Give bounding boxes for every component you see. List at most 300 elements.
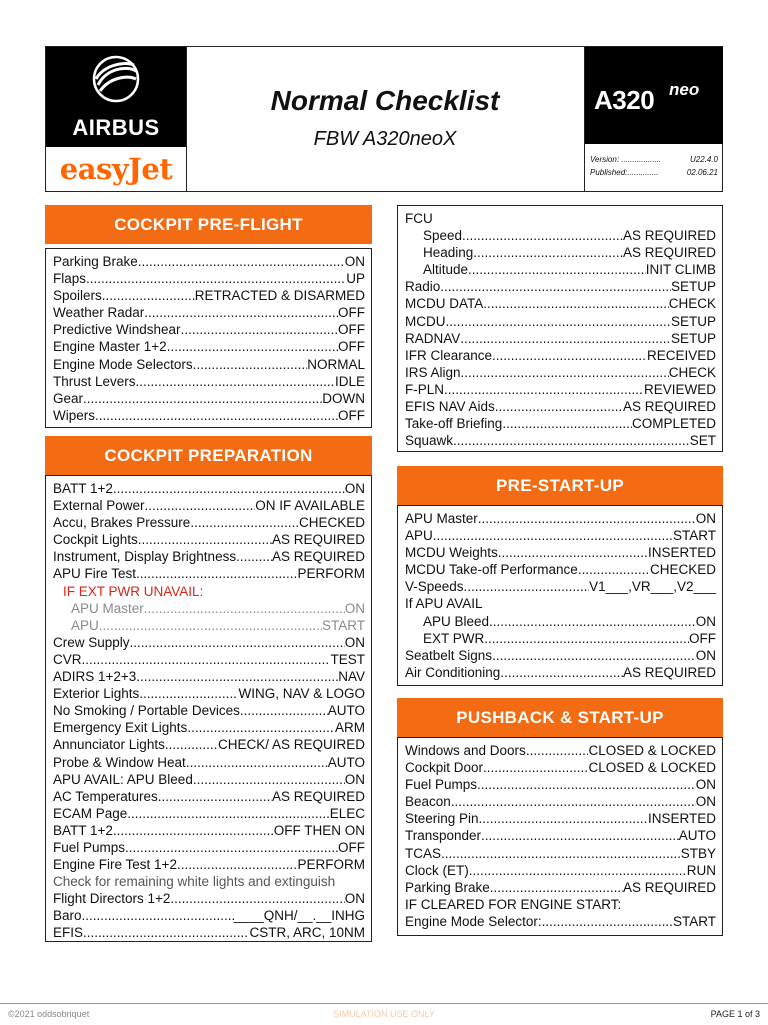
dot-leader — [433, 527, 673, 544]
checklist-box — [397, 205, 723, 452]
item-label: External Power — [53, 498, 145, 514]
dot-leader — [86, 270, 346, 287]
checklist-item — [53, 617, 365, 634]
item-label: APU — [71, 617, 99, 633]
dot-leader — [440, 278, 671, 295]
dot-leader — [113, 822, 274, 839]
dot-leader — [498, 544, 648, 561]
item-label: Parking Brake — [53, 254, 138, 269]
checklist-item — [405, 630, 716, 647]
checklist-item — [53, 304, 365, 321]
dot-leader — [113, 480, 345, 497]
dot-leader — [145, 497, 256, 514]
item-value: SETUP — [670, 279, 716, 295]
dot-leader — [461, 364, 669, 381]
item-label: Clock (ET) — [405, 862, 469, 878]
item-value: CHECK/ AS REQUIRED — [217, 737, 365, 753]
item-value: ON — [344, 254, 365, 269]
checklist-note: Check for remaining white lights and extinguish — [53, 874, 336, 890]
item-label: EFIS NAV Aids — [405, 399, 495, 415]
item-value: PERFORM — [297, 857, 365, 873]
checklist-item — [405, 364, 716, 381]
item-value: AUTO — [327, 703, 365, 719]
checklist-note: FCU — [405, 211, 433, 226]
item-value: IDLE — [334, 373, 365, 389]
item-label: Altitude — [423, 262, 469, 278]
checklist-item — [53, 548, 365, 565]
checklist-item — [53, 771, 365, 788]
airbus-swirl-icon — [92, 55, 140, 103]
dot-leader — [484, 630, 689, 647]
section-cockpit-preflight — [45, 205, 372, 428]
checklist-item — [53, 822, 365, 839]
dot-leader — [99, 617, 322, 634]
version-line — [590, 155, 718, 164]
checklist-item — [405, 295, 716, 312]
item-value: INIT CLIMB — [645, 262, 716, 278]
dot-leader — [441, 845, 681, 862]
item-label: Instrument, Display Brightness — [53, 549, 237, 565]
checklist-item — [405, 244, 716, 261]
item-label: No Smoking / Portable Devices — [53, 703, 240, 719]
dot-leader — [481, 827, 679, 844]
item-value: INSERTED — [647, 545, 716, 561]
item-label: BATT 1+2 — [53, 481, 113, 496]
dot-leader — [82, 907, 234, 924]
item-value: ON — [344, 600, 365, 616]
item-value: AS REQUIRED — [271, 532, 365, 548]
item-label: BATT 1+2 — [53, 822, 113, 838]
version-value: U22.4.0 — [689, 155, 718, 164]
checklist-item — [53, 321, 365, 338]
dot-leader — [83, 924, 249, 941]
page-number: PAGE 1 of 3 — [710, 1009, 760, 1019]
checklist-item — [405, 544, 716, 561]
item-value: CHECK — [668, 364, 716, 380]
dot-leader — [125, 839, 338, 856]
item-value: AS REQUIRED — [271, 549, 365, 565]
item-label: MCDU Take-off Performance — [405, 562, 578, 578]
item-label: V-Speeds — [405, 579, 464, 595]
item-value: ON — [695, 647, 716, 663]
item-value: INSERTED — [647, 811, 716, 827]
item-label: Cockpit Lights — [53, 532, 138, 548]
dot-leader — [446, 313, 671, 330]
item-label: Cockpit Door — [405, 760, 484, 776]
dot-leader — [139, 685, 238, 702]
checklist-item — [405, 613, 716, 630]
model-name: A320 — [594, 85, 655, 115]
item-value: CHECK — [668, 296, 716, 312]
item-value: CSTR, ARC, 10NM — [249, 925, 365, 941]
item-label: Engine Fire Test 1+2 — [53, 857, 177, 873]
dot-leader — [165, 736, 218, 753]
item-value: AS REQUIRED — [271, 788, 365, 804]
page-title: Normal Checklist — [270, 85, 500, 116]
dot-leader — [136, 668, 338, 685]
dot-leader — [479, 810, 648, 827]
checklist-item — [405, 330, 716, 347]
dot-leader — [138, 253, 345, 270]
page-footer — [0, 1003, 768, 1025]
checklist-item — [53, 531, 365, 548]
dot-leader — [144, 304, 338, 321]
dot-leader — [462, 227, 623, 244]
item-label: ECAM Page — [53, 805, 128, 821]
item-label: Seatbelt Signs — [405, 647, 493, 663]
checklist-item — [405, 347, 716, 364]
item-label: Accu, Brakes Pressure — [53, 515, 191, 531]
checklist-box — [45, 248, 372, 428]
checklist-item — [53, 890, 365, 907]
item-value: START — [672, 528, 716, 544]
item-value: ON — [695, 511, 716, 526]
dot-leader — [460, 330, 671, 347]
checklist-item — [405, 398, 716, 415]
model-block — [584, 47, 723, 191]
item-label: Engine Mode Selector: — [405, 913, 542, 929]
item-value: ON — [344, 634, 365, 650]
published-label: Published:.............. — [590, 168, 659, 177]
checklist-item — [53, 480, 365, 497]
checklist-note: If APU AVAIL — [405, 596, 483, 612]
item-value: OFF — [689, 630, 716, 646]
item-label: TCAS — [405, 845, 442, 861]
item-label: Steering Pin — [405, 811, 479, 827]
item-label: Air Conditioning — [405, 664, 501, 680]
dot-leader — [578, 561, 650, 578]
item-label: Flight Directors 1+2 — [53, 891, 171, 907]
dot-leader — [102, 287, 195, 304]
checklist-item — [53, 373, 365, 390]
section-fcu-setup — [397, 205, 723, 452]
item-value: AUTO — [678, 828, 716, 844]
item-value: AS REQUIRED — [622, 245, 716, 261]
checklist-item — [405, 261, 716, 278]
item-label: EXT PWR — [423, 630, 485, 646]
checklist-item — [53, 600, 365, 617]
checklist-item — [53, 497, 365, 514]
checklist-item — [53, 856, 365, 873]
checklist-item — [53, 651, 365, 668]
checklist-item — [53, 839, 365, 856]
checklist-item — [405, 810, 716, 827]
dot-leader — [138, 531, 272, 548]
item-label: Crew Supply — [53, 634, 130, 650]
dot-leader — [526, 742, 589, 759]
item-label: AC Temperatures — [53, 788, 158, 804]
item-value: WING, NAV & LOGO — [238, 686, 365, 702]
dot-leader — [500, 664, 623, 681]
checklist-item — [53, 788, 365, 805]
item-value: ____QNH/__.__INHG — [233, 908, 365, 924]
item-value: ON — [344, 481, 365, 496]
checklist-item — [405, 793, 716, 810]
copyright-text: ©2021 oddsobriquet — [8, 1009, 90, 1019]
item-value: ELEC — [329, 805, 365, 821]
item-label: Windows and Doors — [405, 743, 526, 758]
dot-leader — [473, 244, 623, 261]
checklist-item — [405, 227, 716, 244]
item-label: Exterior Lights — [53, 686, 140, 702]
logo-block — [46, 47, 187, 191]
item-label: Heading — [423, 245, 474, 261]
dot-leader — [82, 651, 331, 668]
checklist-item — [53, 390, 365, 407]
checklist-item — [405, 742, 716, 759]
item-value: SET — [689, 433, 716, 449]
item-value: CHECKED — [298, 515, 365, 531]
checklist-note: IF EXT PWR UNAVAIL: — [63, 583, 204, 599]
section-title: PUSHBACK & START-UP — [397, 698, 723, 737]
dot-leader — [464, 578, 590, 595]
item-value: ON IF AVAILABLE — [255, 498, 365, 514]
a320neo-logo — [585, 47, 723, 144]
simulation-notice: SIMULATION USE ONLY — [333, 1009, 435, 1019]
checklist-header — [45, 46, 723, 192]
item-label: Transponder — [405, 828, 482, 844]
dot-leader — [193, 356, 308, 373]
item-value: TEST — [330, 651, 365, 667]
checklist-item — [405, 561, 716, 578]
dot-leader — [236, 548, 272, 565]
section-title: COCKPIT PRE-FLIGHT — [45, 205, 372, 244]
dot-leader — [187, 719, 335, 736]
checklist-box — [397, 737, 723, 936]
checklist-item — [53, 338, 365, 355]
checklist-item — [405, 664, 716, 681]
checklist-item — [53, 924, 365, 941]
dot-leader — [95, 407, 338, 424]
item-value: AS REQUIRED — [622, 399, 716, 415]
item-label: EFIS — [53, 925, 84, 941]
item-label: Take-off Briefing — [405, 416, 503, 432]
item-value: CLOSED & LOCKED — [588, 760, 716, 776]
item-label: Gear — [53, 390, 84, 406]
checklist-item — [53, 685, 365, 702]
section-cockpit-preparation — [45, 436, 372, 942]
item-label: Squawk — [405, 433, 454, 449]
checklist-item — [405, 913, 716, 930]
item-value: OFF — [338, 322, 365, 338]
dot-leader — [478, 510, 696, 527]
item-value: ON — [695, 777, 716, 793]
item-label: Weather Radar — [53, 305, 145, 321]
checklist-item — [405, 432, 716, 449]
item-value: AS REQUIRED — [622, 228, 716, 244]
published-value: 02.06.21 — [686, 168, 718, 177]
checklist-item — [53, 754, 365, 771]
item-value: CHECKED — [649, 562, 716, 578]
dot-leader — [181, 321, 338, 338]
checklist-item — [405, 776, 716, 793]
item-value: START — [672, 913, 716, 929]
item-value: REVIEWED — [643, 381, 716, 397]
item-label: Radio — [405, 279, 441, 295]
checklist-item — [53, 407, 365, 424]
item-label: Annunciator Lights — [53, 737, 165, 753]
dot-leader — [468, 261, 646, 278]
checklist-item — [53, 565, 365, 582]
checklist-item — [53, 287, 365, 304]
dot-leader — [492, 647, 696, 664]
item-label: Predictive Windshear — [53, 322, 181, 338]
item-value: COMPLETED — [631, 416, 716, 432]
easyjet-logo: easyJet — [46, 147, 186, 191]
section-title: PRE-START-UP — [397, 466, 723, 505]
dot-leader — [489, 613, 696, 630]
airbus-wordmark: AIRBUS — [72, 115, 160, 140]
item-label: Speed — [423, 228, 463, 244]
model-suffix: neo — [669, 80, 700, 99]
item-label: Fuel Pumps — [53, 839, 126, 855]
checklist-item — [405, 845, 716, 862]
item-value: RECEIVED — [646, 347, 716, 363]
item-label: CVR — [53, 651, 82, 667]
item-label: APU Bleed — [423, 613, 490, 629]
item-label: IFR Clearance — [405, 347, 493, 363]
checklist-item — [53, 270, 365, 287]
item-label: APU Master — [71, 600, 144, 616]
checklist-box — [45, 475, 372, 942]
item-label: APU AVAIL: APU Bleed — [53, 771, 193, 787]
dot-leader — [502, 415, 632, 432]
dot-leader — [453, 432, 690, 449]
dot-leader — [477, 776, 696, 793]
item-value: ON — [695, 613, 716, 629]
item-value: CLOSED & LOCKED — [588, 743, 716, 758]
version-label: Version: .................. — [590, 155, 662, 164]
item-value: NAV — [338, 669, 365, 685]
dot-leader — [83, 390, 322, 407]
checklist-item — [53, 736, 365, 753]
dot-leader — [170, 890, 344, 907]
item-label: Thrust Levers — [53, 373, 136, 389]
checklist-item — [405, 759, 716, 776]
dot-leader — [158, 788, 272, 805]
item-value: OFF — [338, 839, 365, 855]
item-value: NORMAL — [307, 356, 365, 372]
checklist-item — [53, 514, 365, 531]
item-value: ON — [344, 771, 365, 787]
item-value: SETUP — [670, 330, 716, 346]
item-value: ON — [344, 891, 365, 907]
dot-leader — [144, 600, 345, 617]
checklist-box — [397, 505, 723, 686]
title-block — [186, 47, 584, 191]
item-label: Emergency Exit Lights — [53, 720, 188, 736]
item-label: Wipers — [53, 407, 96, 423]
item-value: OFF — [338, 339, 365, 355]
item-label: APU Fire Test — [53, 566, 137, 582]
dot-leader — [495, 398, 623, 415]
item-value: OFF THEN ON — [273, 822, 365, 838]
item-label: APU Master — [405, 511, 478, 526]
dot-leader — [444, 381, 644, 398]
checklist-item — [405, 510, 716, 527]
checklist-item — [405, 313, 716, 330]
item-label: Probe & Window Heat — [53, 754, 186, 770]
item-label: Beacon — [405, 794, 451, 810]
checklist-note: IF CLEARED FOR ENGINE START: — [405, 896, 622, 912]
item-label: F-PLN — [405, 381, 445, 397]
dot-leader — [136, 373, 335, 390]
item-value: UP — [346, 271, 365, 287]
dot-leader — [451, 793, 696, 810]
item-label: MCDU Weights — [405, 545, 498, 561]
item-value: OFF — [338, 407, 365, 423]
item-value: OFF — [338, 305, 365, 321]
item-value: RETRACTED & DISARMED — [194, 288, 365, 304]
checklist-item — [405, 862, 716, 879]
item-value: SETUP — [670, 313, 716, 329]
item-label: MCDU — [405, 313, 446, 329]
checklist-item — [53, 634, 365, 651]
dot-leader — [186, 754, 328, 771]
dot-leader — [483, 759, 588, 776]
item-value: START — [321, 617, 365, 633]
item-label: Spoilers — [53, 288, 102, 304]
checklist-item — [405, 827, 716, 844]
checklist-item — [53, 719, 365, 736]
item-label: RADNAV — [405, 330, 461, 346]
checklist-item — [405, 647, 716, 664]
checklist-item — [53, 805, 365, 822]
item-label: ADIRS 1+2+3 — [53, 669, 137, 685]
checklist-item — [405, 278, 716, 295]
airbus-logo — [46, 47, 186, 147]
checklist-item — [405, 381, 716, 398]
section-title: COCKPIT PREPARATION — [45, 436, 372, 475]
dot-leader — [127, 805, 329, 822]
item-label: Parking Brake — [405, 879, 490, 895]
checklist-item — [53, 907, 365, 924]
page-subtitle: FBW A320neoX — [313, 128, 457, 150]
item-label: Fuel Pumps — [405, 777, 478, 793]
item-value: PERFORM — [297, 566, 365, 582]
checklist-item — [53, 702, 365, 719]
checklist-item — [405, 415, 716, 432]
item-label: Engine Mode Selectors — [53, 356, 193, 372]
dot-leader — [240, 702, 328, 719]
item-value: V1___,VR___,V2___ — [589, 579, 716, 595]
dot-leader — [130, 634, 345, 651]
checklist-item — [53, 253, 365, 270]
section-pre-startup — [397, 466, 723, 686]
item-value: ON — [695, 794, 716, 810]
dot-leader — [193, 771, 345, 788]
dot-leader — [469, 862, 687, 879]
item-label: Baro — [53, 908, 82, 924]
item-label: APU — [405, 528, 433, 544]
item-label: MCDU DATA — [405, 296, 484, 312]
checklist-item — [53, 668, 365, 685]
item-value: DOWN — [322, 390, 365, 406]
section-pushback-startup — [397, 698, 723, 936]
checklist-item — [53, 356, 365, 373]
dot-leader — [177, 856, 298, 873]
item-label: Flaps — [53, 271, 87, 287]
checklist-item — [405, 527, 716, 544]
dot-leader — [190, 514, 299, 531]
item-value: AUTO — [327, 754, 365, 770]
item-label: IRS Align — [405, 364, 461, 380]
checklist-item — [405, 879, 716, 896]
item-value: STBY — [680, 845, 716, 861]
item-label: Engine Master 1+2 — [53, 339, 167, 355]
item-value: RUN — [686, 862, 716, 878]
dot-leader — [542, 913, 673, 930]
